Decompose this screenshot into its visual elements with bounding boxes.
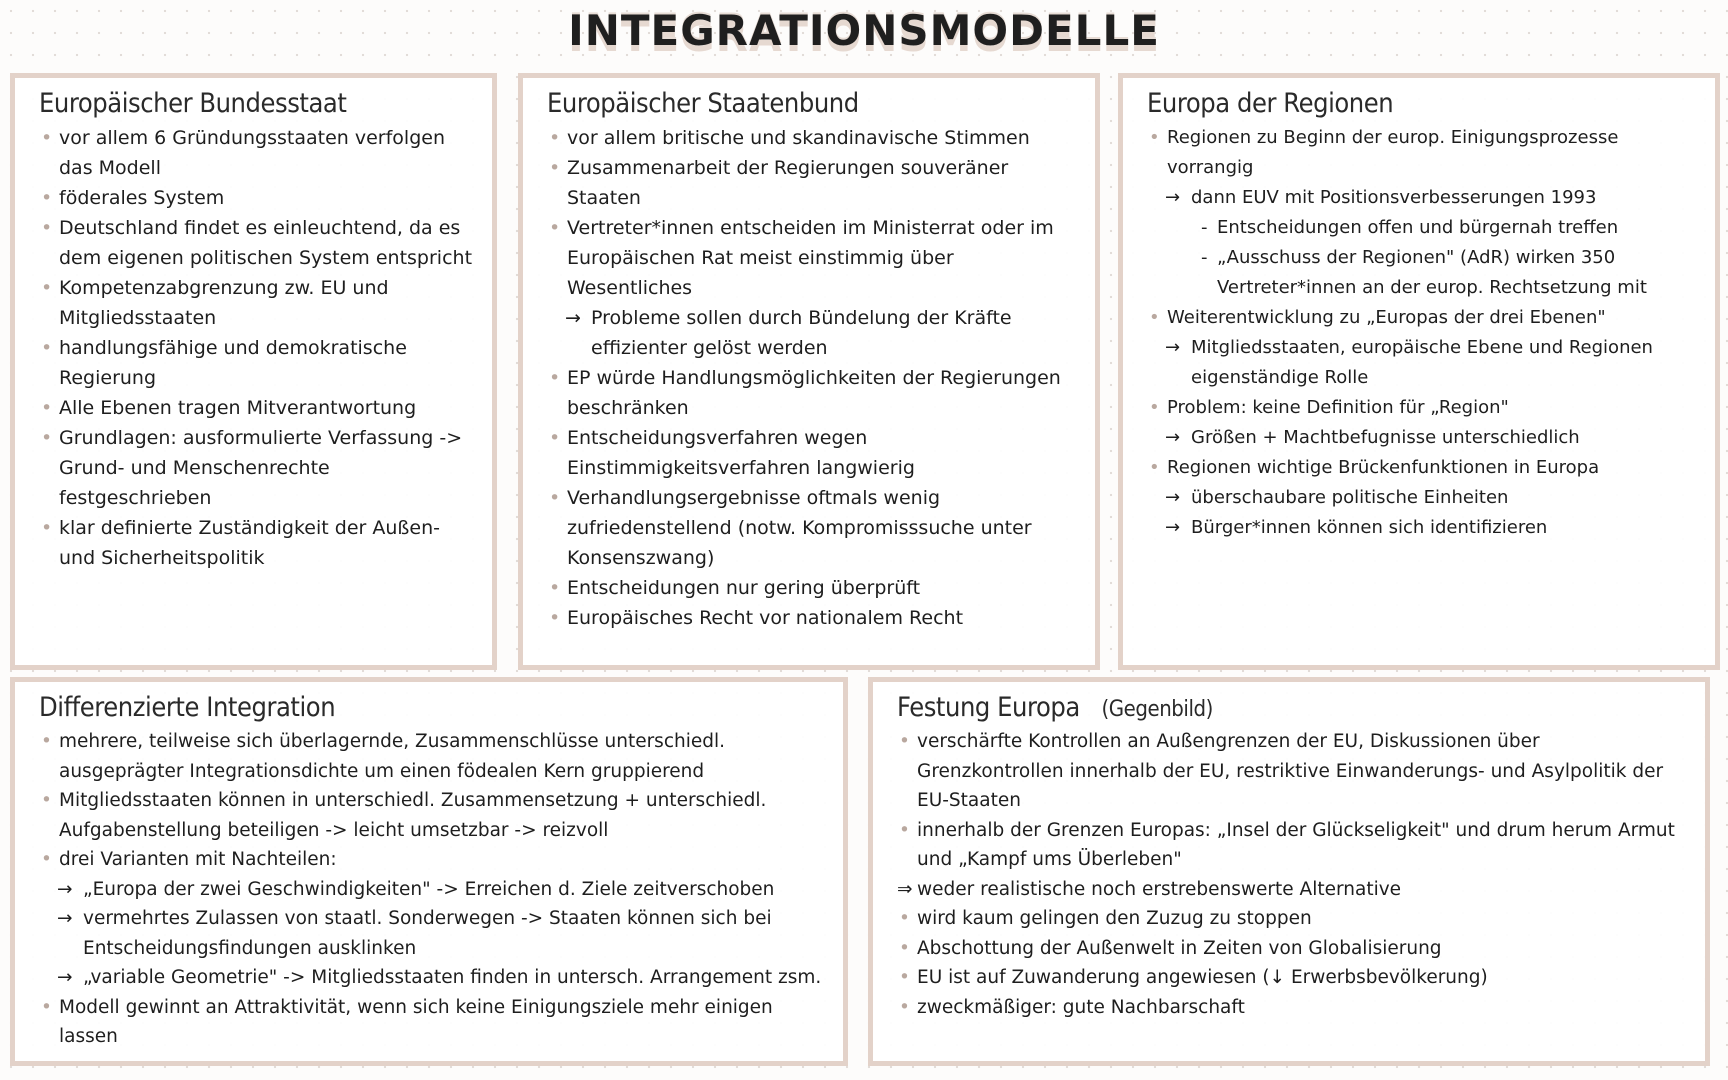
note-item: • Grundlagen: ausformulierte Verfassung -> Grund- und Menschenrechte festgeschrieben (39, 423, 478, 513)
card-heading: Europa der Regionen (1147, 88, 1394, 119)
note-item: - Entscheidungen offen und bürgernah treffen (1147, 213, 1701, 243)
note-item: • Deutschland findet es einleuchtend, da es dem eigenen politischen System entspricht (39, 213, 478, 273)
note-list (897, 727, 1691, 1022)
note-item: - „Ausschuss der Regionen" (AdR) wirken 350 Vertreter*innen an der europ. Rechtsetzung mit (1147, 243, 1701, 303)
note-item: • Vertreter*innen entscheiden im Ministerrat oder im Europäischen Rat meist einstimmig über Wesentliches (547, 213, 1081, 303)
note-item: • verschärfte Kontrollen an Außengrenzen der EU, Diskussionen über Grenzkontrollen innerhalb der EU, restriktive Einwanderungs- und Asylpolitik der EU-Staaten (897, 727, 1691, 816)
note-item: • EP würde Handlungsmöglichkeiten der Regierungen beschränken (547, 363, 1081, 423)
note-item: • Kompetenzabgrenzung zw. EU und Mitgliedsstaaten (39, 273, 478, 333)
note-item: • Problem: keine Definition für „Region" (1147, 393, 1701, 423)
note-item: • Europäisches Recht vor nationalem Recht (547, 603, 1081, 633)
note-item: • innerhalb der Grenzen Europas: „Insel der Glückseligkeit" und drum herum Armut und „Kampf ums Überleben" (897, 816, 1691, 875)
note-item: → „Europa der zwei Geschwindigkeiten" -> Erreichen d. Ziele zeitverschoben (39, 875, 829, 905)
note-item: • Entscheidungsverfahren wegen Einstimmigkeitsverfahren langwierig (547, 423, 1081, 483)
note-item: • föderales System (39, 183, 478, 213)
note-item: • klar definierte Zuständigkeit der Außen- und Sicherheitspolitik (39, 513, 478, 573)
note-item: • vor allem 6 Gründungsstaaten verfolgen das Modell (39, 123, 478, 183)
card-heading-main: Festung Europa (897, 692, 1080, 723)
note-item: • Mitgliedsstaaten können in unterschiedl. Zusammensetzung + unterschiedl. Aufgabenstellung beteiligen -> leicht umsetzbar -> reizvoll (39, 786, 829, 845)
card-europa-der-regionen (1118, 73, 1720, 670)
page-title: INTEGRATIONSMODELLE (568, 6, 1160, 55)
note-item: • Modell gewinnt an Attraktivität, wenn sich keine Einigungsziele mehr einigen lassen (39, 993, 829, 1052)
note-item: • drei Varianten mit Nachteilen: (39, 845, 829, 875)
note-item: → Probleme sollen durch Bündelung der Kräfte effizienter gelöst werden (547, 303, 1081, 363)
note-item: • mehrere, teilweise sich überlagernde, Zusammenschlüsse unterschiedl. ausgeprägter Integrationsdichte um einen födealen Kern gruppierend (39, 727, 829, 786)
card-festung-europa (868, 677, 1710, 1066)
note-item: • Verhandlungsergebnisse oftmals wenig zufriedenstellend (notw. Kompromisssuche unter Konsenszwang) (547, 483, 1081, 573)
card-heading-sub: (Gegenbild) (1101, 697, 1213, 722)
note-item: • Alle Ebenen tragen Mitverantwortung (39, 393, 478, 423)
note-list (39, 123, 478, 573)
note-item: → vermehrtes Zulassen von staatl. Sonderwegen -> Staaten können sich bei Entscheidungsfindungen ausklinken (39, 904, 829, 963)
note-item: • Regionen wichtige Brückenfunktionen in Europa (1147, 453, 1701, 483)
note-item: • Regionen zu Beginn der europ. Einigungsprozesse vorrangig (1147, 123, 1701, 183)
note-list (39, 727, 829, 1052)
card-heading (897, 692, 1612, 723)
note-item: • Entscheidungen nur gering überprüft (547, 573, 1081, 603)
note-item: → „variable Geometrie" -> Mitgliedsstaaten finden in untersch. Arrangement zsm. (39, 963, 829, 993)
note-list (547, 123, 1081, 633)
note-item: → überschaubare politische Einheiten (1147, 483, 1701, 513)
note-item: ⇒ weder realistische noch erstrebenswerte Alternative (897, 875, 1691, 905)
note-item: • Abschottung der Außenwelt in Zeiten von Globalisierung (897, 934, 1691, 964)
note-item: → Größen + Machtbefugnisse unterschiedlich (1147, 423, 1701, 453)
card-europaeischer-bundesstaat (10, 73, 497, 670)
note-item: • wird kaum gelingen den Zuzug zu stoppen (897, 904, 1691, 934)
note-list (1147, 123, 1701, 543)
note-item: • handlungsfähige und demokratische Regierung (39, 333, 478, 393)
note-item: • zweckmäßiger: gute Nachbarschaft (897, 993, 1691, 1023)
card-heading: Europäischer Staatenbund (547, 88, 859, 119)
note-item: → dann EUV mit Positionsverbesserungen 1993 (1147, 183, 1701, 213)
card-heading: Europäischer Bundesstaat (39, 88, 347, 119)
note-item: • Weiterentwicklung zu „Europas der drei Ebenen" (1147, 303, 1701, 333)
note-item: • Zusammenarbeit der Regierungen souveräner Staaten (547, 153, 1081, 213)
note-item: → Bürger*innen können sich identifizieren (1147, 513, 1701, 543)
card-heading: Differenzierte Integration (39, 692, 336, 723)
note-item: → Mitgliedsstaaten, europäische Ebene und Regionen eigenständige Rolle (1147, 333, 1701, 393)
card-differenzierte-integration (10, 677, 848, 1066)
card-europaeischer-staatenbund (518, 73, 1100, 670)
note-item: • EU ist auf Zuwanderung angewiesen (↓ Erwerbsbevölkerung) (897, 963, 1691, 993)
note-item: • vor allem britische und skandinavische Stimmen (547, 123, 1081, 153)
